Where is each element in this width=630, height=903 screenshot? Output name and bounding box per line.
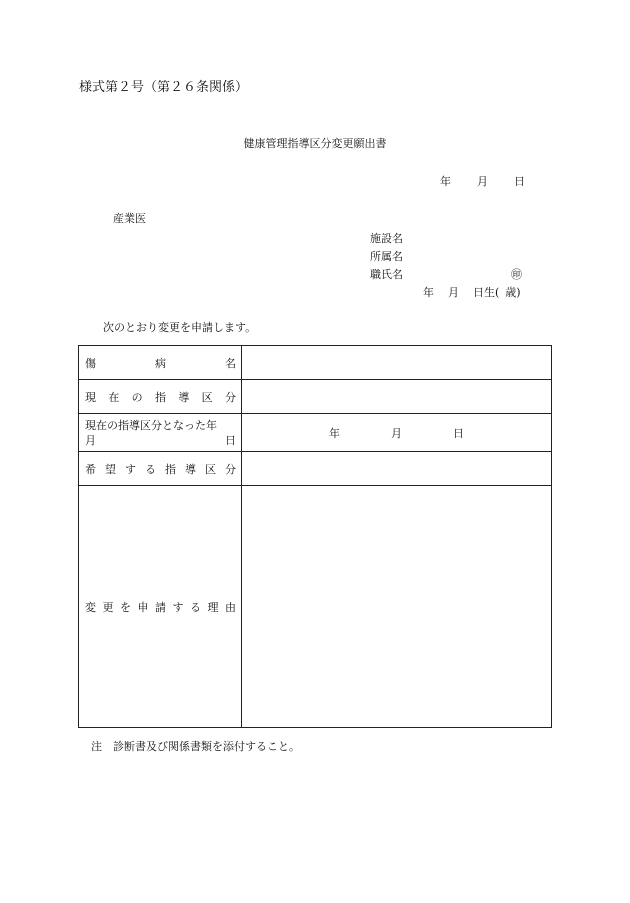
label-char: 更 xyxy=(102,600,114,614)
table-row xyxy=(79,414,552,452)
birth-row xyxy=(423,287,521,298)
label-reason xyxy=(79,486,242,728)
label-line-1: 現在の指導区分となった年 xyxy=(85,418,217,432)
table-row xyxy=(79,452,552,486)
category-date-value[interactable] xyxy=(242,414,552,452)
label-char: 指 xyxy=(154,390,166,404)
table-row xyxy=(79,486,552,728)
facility-label: 施設名 xyxy=(370,232,403,245)
desired-category-value[interactable] xyxy=(242,452,552,486)
label-char: 申 xyxy=(137,600,149,614)
date-month-label: 月 xyxy=(477,175,488,188)
age-label: 歳) xyxy=(505,286,521,299)
birth-year-label: 年 xyxy=(423,286,434,299)
date-year-label: 年 xyxy=(440,175,451,188)
form-number: 様式第２号（第２６条関係） xyxy=(79,80,249,95)
label-category-date xyxy=(79,414,242,452)
label-char: 名 xyxy=(225,356,236,370)
submission-date xyxy=(440,176,525,187)
birth-month-label: 月 xyxy=(448,286,459,299)
label-char: 現 xyxy=(85,390,96,404)
name-label: 職氏名 xyxy=(370,268,403,281)
label-char: 由 xyxy=(225,600,236,614)
table-row xyxy=(79,380,552,414)
table-row xyxy=(79,346,552,380)
label-char: 病 xyxy=(155,356,166,370)
label-current-category xyxy=(79,380,242,414)
label-char: る xyxy=(190,600,201,614)
label-char: 望 xyxy=(105,462,116,476)
footnote: 注 診断書及び関係書類を添付すること。 xyxy=(91,740,300,753)
label-char: 分 xyxy=(224,390,236,404)
value-year-label: 年 xyxy=(329,426,340,440)
label-char: 月 xyxy=(85,433,96,447)
date-day-label: 日 xyxy=(514,175,525,188)
label-char: 区 xyxy=(205,462,216,476)
label-line-2 xyxy=(85,433,236,448)
reason-value[interactable] xyxy=(242,486,552,728)
label-char: 区 xyxy=(201,390,213,404)
label-disease xyxy=(79,346,242,380)
seal-mark: ㊞ xyxy=(511,268,522,281)
label-char: 理 xyxy=(207,600,219,614)
label-char: す xyxy=(172,600,184,614)
department-label: 所属名 xyxy=(370,250,403,263)
birth-day-label: 日生( xyxy=(473,286,500,299)
label-char: 希 xyxy=(85,462,96,476)
label-char: 日 xyxy=(225,433,236,447)
label-char: 分 xyxy=(225,462,236,476)
label-char: 指 xyxy=(165,462,176,476)
label-char: 請 xyxy=(155,600,166,614)
name-row xyxy=(370,269,522,280)
application-table xyxy=(78,345,552,728)
current-category-value[interactable] xyxy=(242,380,552,414)
document-title: 健康管理指導区分変更願出書 xyxy=(243,137,387,150)
label-char: す xyxy=(125,462,136,476)
value-month-label: 月 xyxy=(391,426,402,440)
label-char: 在 xyxy=(108,390,120,404)
label-char: の xyxy=(131,390,143,404)
label-char: 導 xyxy=(178,390,190,404)
label-desired-category xyxy=(79,452,242,486)
addressee: 産業医 xyxy=(113,212,146,225)
label-char: を xyxy=(120,600,131,614)
label-char: る xyxy=(145,462,156,476)
intro-text: 次のとおり変更を申請します。 xyxy=(103,321,257,334)
disease-value[interactable] xyxy=(242,346,552,380)
label-char: 変 xyxy=(85,600,96,614)
label-char: 導 xyxy=(185,462,196,476)
value-day-label: 日 xyxy=(453,426,464,440)
label-char: 傷 xyxy=(85,356,96,370)
